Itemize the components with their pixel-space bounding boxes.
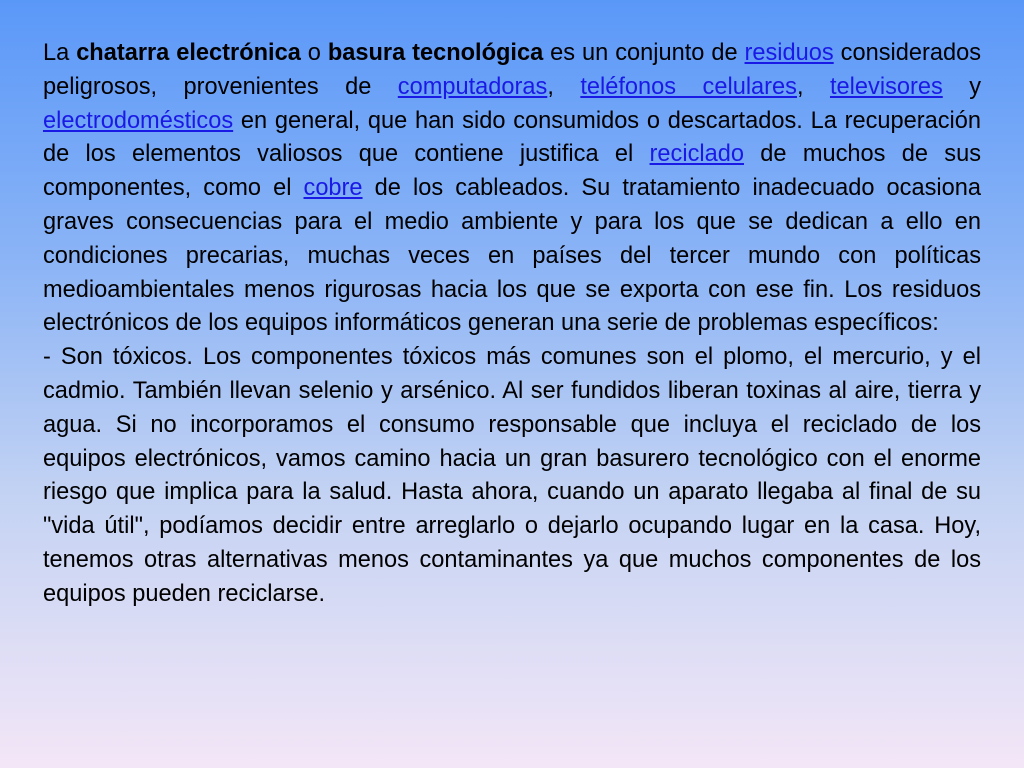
text-segment: en general, que han sido consumidos o descartados. La recuperación de los elementos valiosos que contiene justifica el xyxy=(43,107,981,168)
link-telefonos-celulares[interactable]: teléfonos celulares xyxy=(580,73,797,100)
text-segment: de los cableados. Su tratamiento inadecuado ocasiona graves consecuencias para el medio ambiente y para los que se dedican a ello en condiciones precarias, muchas veces en países del tercer mundo con políticas medioambientales menos rigurosas hacia los que se exporta con ese fin. Los residuos electrónicos de los equipos informáticos generan una serie de problemas específicos: xyxy=(43,175,981,337)
text-segment: de muchos de sus componentes, como el xyxy=(43,141,981,202)
term-chatarra-electronica: chatarra electrónica xyxy=(76,40,301,66)
term-basura-tecnologica: basura tecnológica xyxy=(327,40,544,66)
text-segment: y xyxy=(942,73,982,100)
text-segment: es un conjunto de xyxy=(543,40,745,66)
text-segment: , xyxy=(796,73,830,100)
text-segment: La xyxy=(43,40,77,66)
paragraph-intro xyxy=(43,37,981,341)
link-computadoras[interactable]: computadoras xyxy=(397,73,548,100)
link-cobre[interactable]: cobre xyxy=(303,175,363,202)
text-segment: o xyxy=(300,40,328,66)
text-segment: considerados peligrosos, provenientes de xyxy=(43,40,981,100)
link-residuos[interactable]: residuos xyxy=(744,40,834,66)
slide-content xyxy=(43,37,981,612)
paragraph-toxicos: - Son tóxicos. Los componentes tóxicos más comunes son el plomo, el mercurio, y el cadmio. También llevan selenio y arsénico. Al ser fundidos liberan toxinas al aire, tierra y agua. Si no incorporamos el consumo responsable que incluya el reciclado de los equipos electrónicos, vamos camino hacia un gran basurero tecnológico con el enorme riesgo que implica para la salud. Hasta ahora, cuando un aparato llegaba al final de su "vida útil", podíamos decidir entre arreglarlo o dejarlo ocupando lugar en la casa. Hoy, tenemos otras alternativas menos contaminantes ya que muchos componentes de los equipos pueden reciclarse. xyxy=(43,344,981,607)
link-reciclado[interactable]: reciclado xyxy=(649,141,744,168)
link-electrodomesticos[interactable]: electrodomésticos xyxy=(43,107,234,134)
text-segment: , xyxy=(547,73,581,100)
link-televisores[interactable]: televisores xyxy=(829,73,943,100)
